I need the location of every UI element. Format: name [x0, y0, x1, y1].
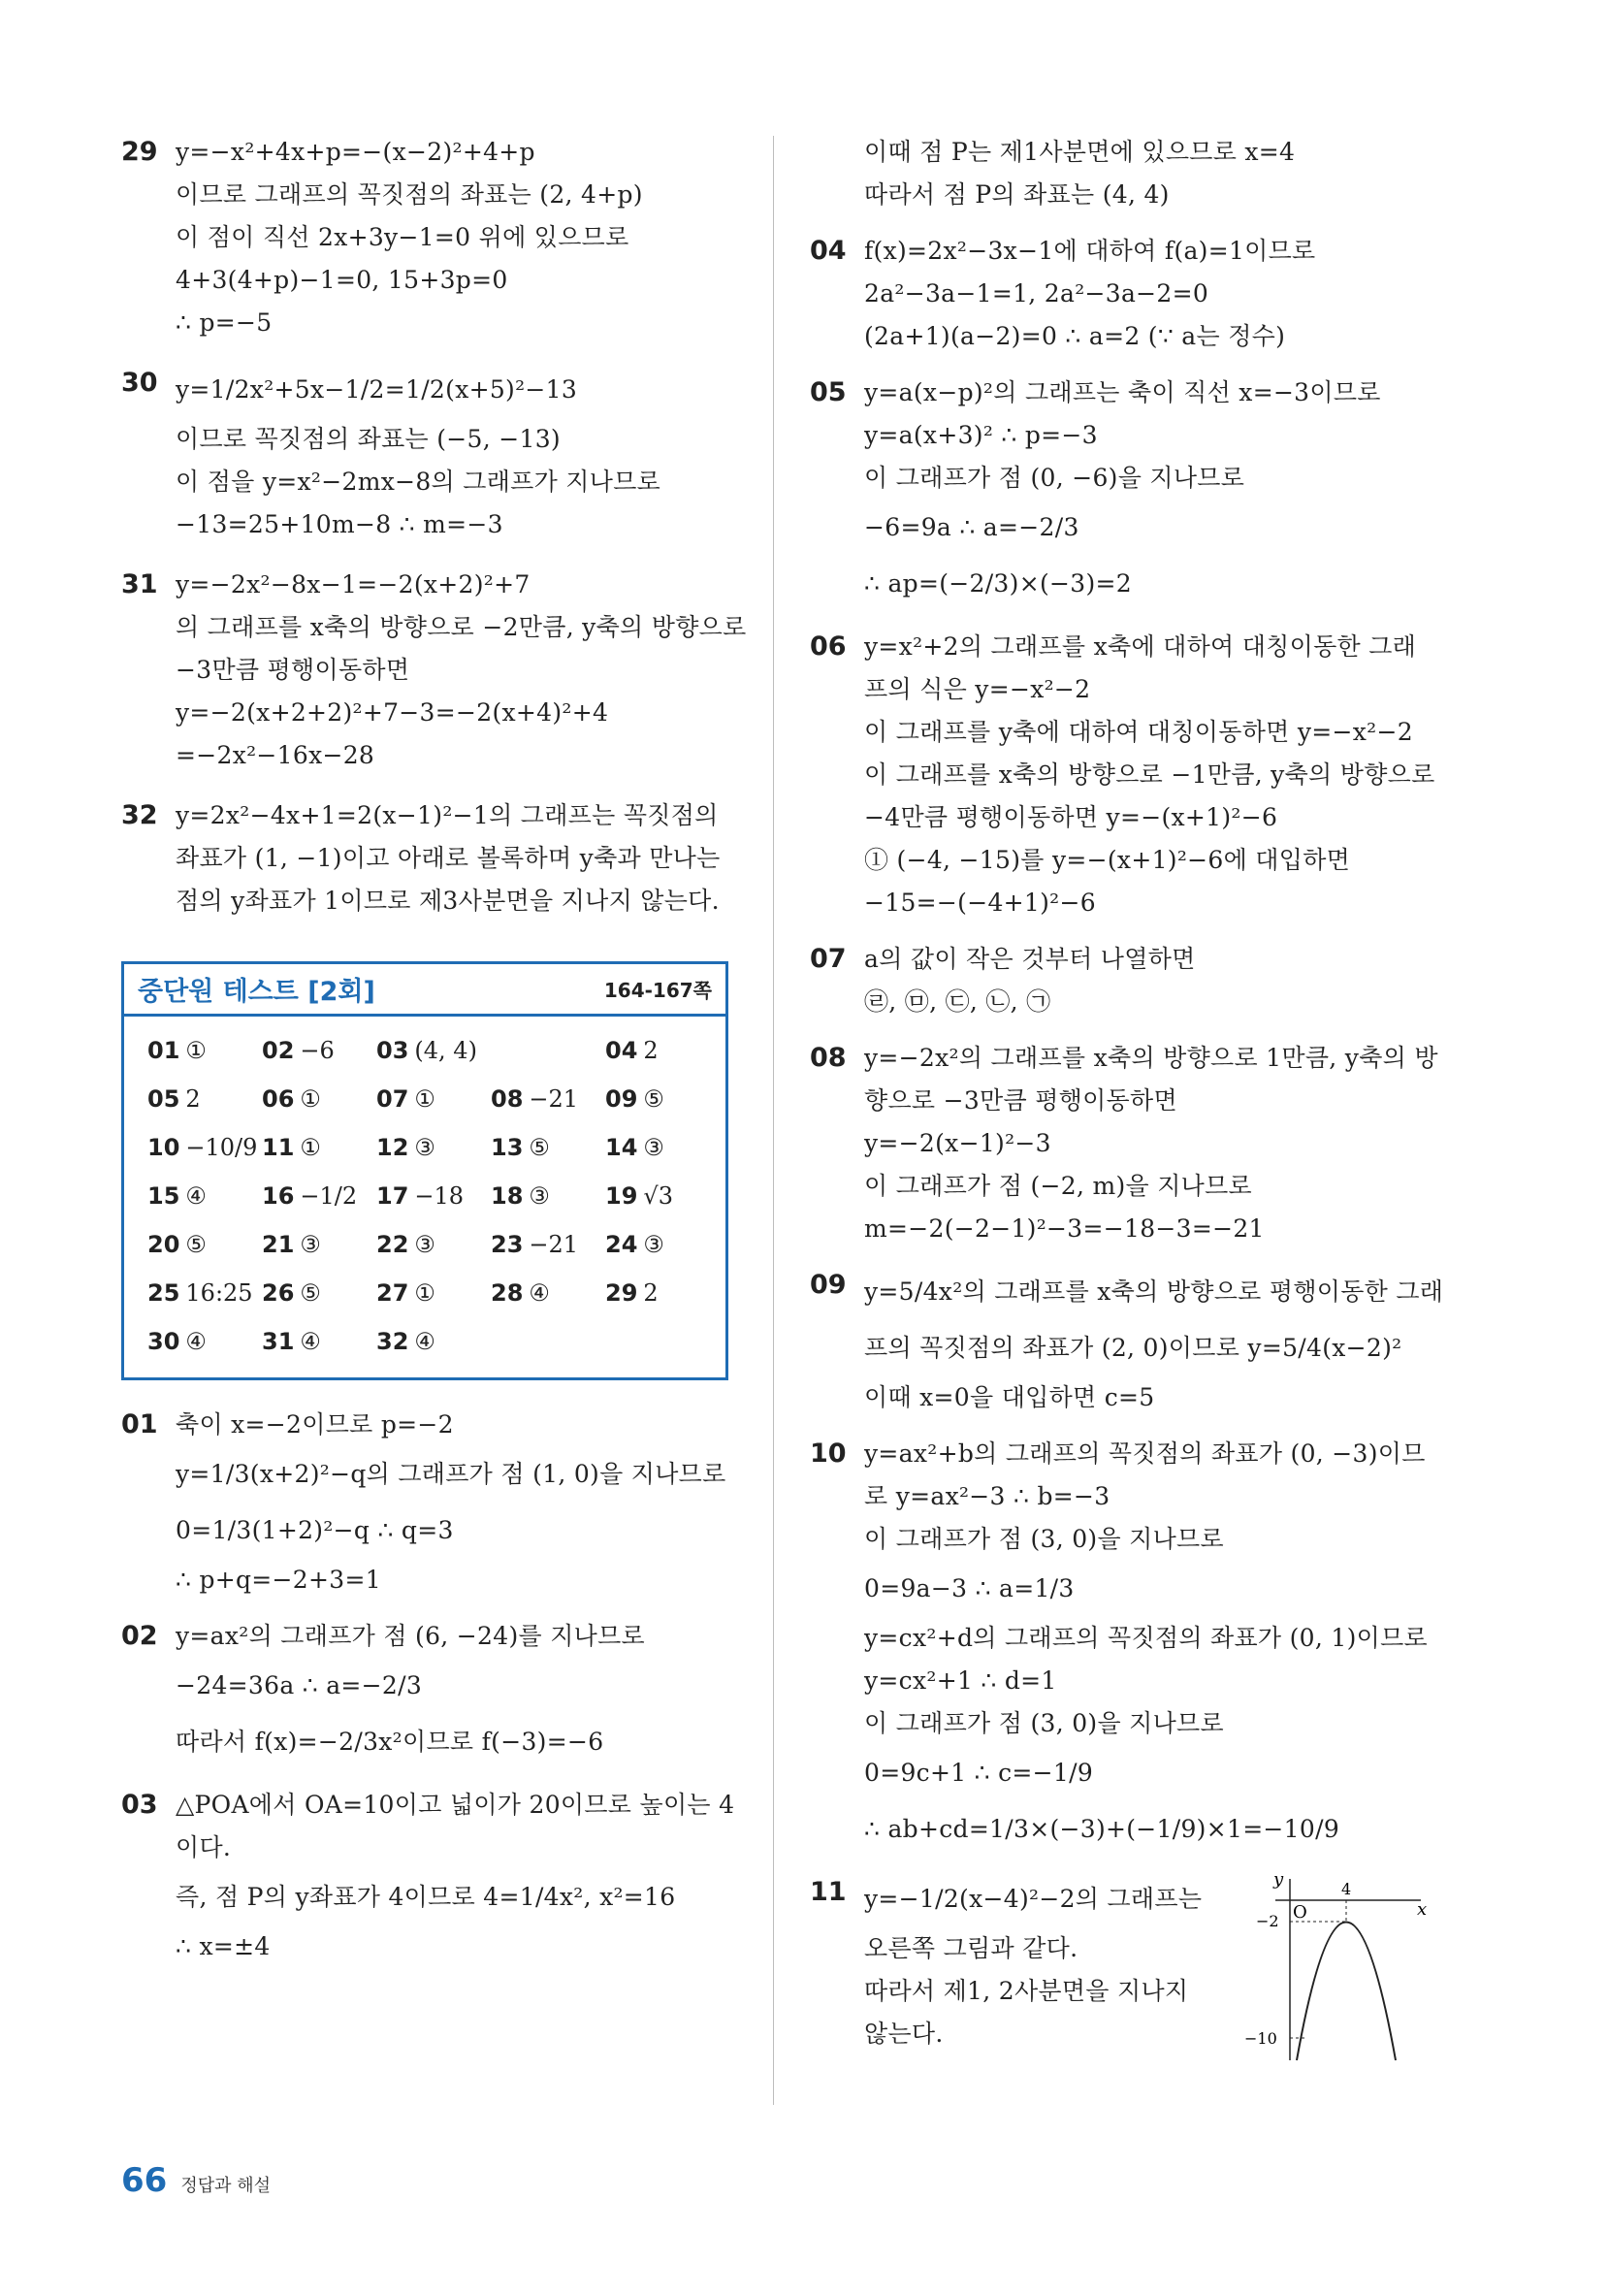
y-axis-label: y [1273, 1871, 1284, 1890]
solution-line: 0=9c+1 ∴ c=−1/9 [864, 1759, 1094, 1787]
answer-value: −21 [529, 1085, 579, 1113]
answer-cell [605, 1317, 720, 1366]
solution-line: 따라서 제1, 2사분면을 지나지 [864, 1977, 1189, 2005]
answer-number: 29 [605, 1279, 638, 1307]
answer-value: ③ [414, 1134, 435, 1161]
answer-value: −18 [414, 1182, 465, 1210]
right-column [810, 131, 1444, 2079]
problem-number: 31 [121, 569, 158, 599]
solutions-01-03 [121, 1404, 742, 1968]
solution-line: −24=36a ∴ a=−2/3 [176, 1671, 423, 1699]
answer-value: ① [414, 1279, 435, 1307]
answer-number: 02 [262, 1037, 295, 1064]
problem-number: 04 [810, 236, 847, 266]
answer-value: −6 [300, 1037, 335, 1064]
solution-line: 오른쪽 그림과 같다. [864, 1934, 1078, 1962]
page-label: 정답과 해설 [180, 2176, 271, 2196]
answer-value: ③ [300, 1231, 321, 1258]
answer-cell [376, 1317, 491, 1366]
answer-cell [491, 1123, 605, 1172]
problem-number: 11 [810, 1877, 847, 1907]
answer-value: ③ [529, 1182, 550, 1210]
problems-29-32 [121, 131, 747, 922]
solution-line: =−2x²−16x−28 [176, 741, 375, 769]
solution-line: y=2x²−4x+1=2(x−1)²−1의 그래프는 꼭짓점의 [176, 801, 719, 829]
y-tick-label-2: −10 [1244, 2029, 1277, 2048]
answer-value: ① [185, 1037, 207, 1064]
solution-line: y=1/3(x+2)²−q의 그래프가 점 (1, 0)을 지나므로 [176, 1460, 726, 1488]
solution-line: −13=25+10m−8 ∴ m=−3 [176, 510, 503, 538]
answer-value: ④ [300, 1328, 321, 1355]
answer-cell [605, 1172, 720, 1220]
answer-cell [491, 1317, 605, 1366]
solution-line: 프의 식은 y=−x²−2 [864, 675, 1091, 703]
answer-cell [605, 1075, 720, 1123]
answer-value: ① [300, 1134, 321, 1161]
answer-value: 2 [643, 1279, 659, 1307]
solution-line: 축이 x=−2이므로 p=−2 [176, 1410, 454, 1439]
problem-number: 07 [810, 944, 847, 974]
solution-line: y=ax²의 그래프가 점 (6, −24)를 지나므로 [176, 1622, 645, 1650]
answer-value: √3 [643, 1182, 673, 1210]
answer-value: 16:25 [185, 1279, 253, 1307]
answer-cell [376, 1026, 491, 1075]
problem-03 [121, 1784, 742, 1968]
answer-value: ⑤ [643, 1085, 664, 1113]
answer-number: 25 [147, 1279, 180, 1307]
answer-number: 18 [491, 1182, 524, 1210]
solution-line: y=−2(x−1)²−3 [864, 1129, 1051, 1157]
solution-line: ∴ ap=(−2/3)×(−3)=2 [864, 569, 1132, 598]
answer-number: 16 [262, 1182, 295, 1210]
unit-test-header [124, 964, 725, 1017]
answer-number: 13 [491, 1134, 524, 1161]
solution-line: y=−1/2(x−4)²−2의 그래프는 [864, 1885, 1203, 1913]
solution-line: 않는다. [864, 2020, 944, 2048]
page-footer [121, 2161, 271, 2200]
answer-cell [491, 1026, 605, 1075]
solution-line: ∴ x=±4 [176, 1932, 271, 1960]
problem-number: 06 [810, 631, 847, 662]
solution-line: 4+3(4+p)−1=0, 15+3p=0 [176, 266, 508, 294]
unit-test-title: 중단원 테스트 [2회] [138, 977, 375, 1007]
answer-value: ① [300, 1085, 321, 1113]
answer-value: −1/2 [300, 1182, 358, 1210]
problem-number: 30 [121, 368, 158, 398]
solution-line: ∴ p=−5 [176, 308, 273, 337]
answer-cell [147, 1075, 262, 1123]
answer-value: ⑤ [185, 1231, 207, 1258]
problem-31 [121, 564, 747, 777]
answer-cell [376, 1075, 491, 1123]
solution-line: y=x²+2의 그래프를 x축에 대하여 대칭이동한 그래 [864, 632, 1417, 661]
solution-line: −15=−(−4+1)²−6 [864, 889, 1096, 917]
answer-cell [262, 1172, 376, 1220]
solution-line: f(x)=2x²−3x−1에 대하여 f(a)=1이므로 [864, 237, 1316, 265]
unit-test-pages: 164-167쪽 [603, 979, 712, 1002]
answer-value: ④ [529, 1279, 550, 1307]
problem-04 [810, 230, 1431, 358]
answer-value: ① [414, 1085, 435, 1113]
answer-number: 31 [262, 1328, 295, 1355]
solution-line: y=5/4x²의 그래프를 x축의 방향으로 평행이동한 그래 [864, 1277, 1444, 1306]
answer-number: 15 [147, 1182, 180, 1210]
solution-line: ① (−4, −15)를 y=−(x+1)²−6에 대입하면 [864, 846, 1351, 874]
problem-number: 03 [121, 1790, 158, 1820]
answer-number: 28 [491, 1279, 524, 1307]
problem-11 [810, 1871, 1431, 2065]
solution-line: ∴ p+q=−2+3=1 [176, 1566, 381, 1594]
answer-cell [376, 1172, 491, 1220]
problem-number: 29 [121, 137, 158, 167]
answer-value: 2 [643, 1037, 659, 1064]
solutions-04-11 [810, 131, 1444, 2065]
answer-number: 23 [491, 1231, 524, 1258]
solution-line: 점의 y좌표가 1이므로 제3사분면을 지나지 않는다. [176, 887, 720, 915]
answer-cell [262, 1075, 376, 1123]
solution-line: 이 그래프를 x축의 방향으로 −1만큼, y축의 방향으로 [864, 760, 1435, 789]
answer-value: ⑤ [529, 1134, 550, 1161]
solution-line: 이 그래프가 점 (3, 0)을 지나므로 [864, 1525, 1224, 1553]
answer-number: 17 [376, 1182, 409, 1210]
solution-line: y=ax²+b의 그래프의 꼭짓점의 좌표가 (0, −3)이므 [864, 1439, 1426, 1468]
solution-line: 이때 x=0을 대입하면 c=5 [864, 1383, 1155, 1411]
solution-line: y=−x²+4x+p=−(x−2)²+4+p [176, 138, 535, 166]
answer-number: 22 [376, 1231, 409, 1258]
page-number: 66 [121, 2161, 168, 2200]
problem-number: 09 [810, 1270, 847, 1300]
solution-line: 이 점이 직선 2x+3y−1=0 위에 있으므로 [176, 223, 629, 251]
answer-number: 03 [376, 1037, 409, 1064]
solution-line: −6=9a ∴ a=−2/3 [864, 513, 1079, 541]
column-divider [773, 136, 774, 2105]
solution-line: 이 그래프가 점 (0, −6)을 지나므로 [864, 464, 1245, 492]
answer-value: ④ [185, 1328, 207, 1355]
answer-cell [147, 1269, 262, 1317]
problem-06 [810, 626, 1435, 924]
answer-cell [262, 1026, 376, 1075]
solution-line: y=1/2x²+5x−1/2=1/2(x+5)²−13 [176, 375, 578, 404]
answer-number: 20 [147, 1231, 180, 1258]
problem-32 [121, 794, 742, 922]
problem-number: 05 [810, 377, 847, 407]
problem-number: 08 [810, 1043, 847, 1073]
answer-cell [491, 1075, 605, 1123]
solution-line: 향으로 −3만큼 평행이동하면 [864, 1086, 1177, 1115]
solution-line: 프의 꼭짓점의 좌표가 (2, 0)이므로 y=5/4(x−2)² [864, 1334, 1402, 1362]
answer-number: 26 [262, 1279, 295, 1307]
answer-number: 14 [605, 1134, 638, 1161]
problem-05 [810, 372, 1431, 612]
answer-cell [376, 1220, 491, 1269]
solution-line: y=−2x²의 그래프를 x축의 방향으로 1만큼, y축의 방 [864, 1044, 1438, 1072]
solution-line: 즉, 점 P의 y좌표가 4이므로 4=1/4x², x²=16 [176, 1883, 676, 1911]
solution-line: m=−2(−2−1)²−3=−18−3=−21 [864, 1214, 1265, 1243]
answer-number: 11 [262, 1134, 295, 1161]
answer-number: 08 [491, 1085, 524, 1113]
answer-cell [147, 1123, 262, 1172]
answer-cell [491, 1220, 605, 1269]
unit-test-answer-box [121, 961, 728, 1380]
left-column [121, 131, 747, 1982]
parabola-graph [1237, 1871, 1431, 2065]
solution-line: 이므로 꼭짓점의 좌표는 (−5, −13) [176, 425, 561, 453]
x-tick-label: 4 [1341, 1880, 1352, 1898]
answer-cell [147, 1172, 262, 1220]
answer-cell [262, 1317, 376, 1366]
answer-cell [147, 1220, 262, 1269]
solution-line: y=a(x+3)² ∴ p=−3 [864, 421, 1098, 449]
problem-number: 10 [810, 1439, 847, 1469]
answer-number: 24 [605, 1231, 638, 1258]
problem-09 [810, 1264, 1444, 1419]
answer-cell [605, 1026, 720, 1075]
y-tick-label-1: −2 [1256, 1912, 1279, 1930]
answer-cell [491, 1269, 605, 1317]
answer-number: 21 [262, 1231, 295, 1258]
answer-value: ③ [414, 1231, 435, 1258]
solution-line: 이다. [176, 1833, 232, 1861]
answer-value: ④ [414, 1328, 435, 1355]
problem-07 [810, 938, 1431, 1023]
x-axis-label: x [1417, 1899, 1428, 1920]
solution-line: 좌표가 (1, −1)이고 아래로 볼록하며 y축과 만나는 [176, 844, 721, 872]
solution-line: (2a+1)(a−2)=0 ∴ a=2 (∵ a는 정수) [864, 322, 1286, 350]
solution-line: −3만큼 평행이동하면 [176, 656, 410, 684]
answer-cell [605, 1220, 720, 1269]
origin-label: O [1293, 1902, 1307, 1923]
answer-value: (4, 4) [414, 1037, 477, 1064]
answer-number: 06 [262, 1085, 295, 1113]
solution-line: 따라서 점 P의 좌표는 (4, 4) [864, 180, 1170, 209]
answer-value: ③ [643, 1134, 664, 1161]
solution-line: 이 그래프가 점 (3, 0)을 지나므로 [864, 1709, 1224, 1737]
answer-number: 19 [605, 1182, 638, 1210]
solution-line: y=a(x−p)²의 그래프는 축이 직선 x=−3이므로 [864, 378, 1381, 406]
answer-cell [605, 1269, 720, 1317]
solution-line: 이므로 그래프의 꼭짓점의 좌표는 (2, 4+p) [176, 180, 643, 209]
problem-number: 32 [121, 800, 158, 830]
solution-line: y=cx²+d의 그래프의 꼭짓점의 좌표가 (0, 1)이므로 [864, 1624, 1428, 1652]
solution-line: 2a²−3a−1=1, 2a²−3a−2=0 [864, 279, 1209, 307]
problem-29 [121, 131, 742, 344]
answer-value: −10/9 [185, 1134, 258, 1161]
answer-number: 09 [605, 1085, 638, 1113]
problem-30 [121, 362, 742, 546]
answer-value: ⑤ [300, 1279, 321, 1307]
answer-number: 30 [147, 1328, 180, 1355]
solution-line: −4만큼 평행이동하면 y=−(x+1)²−6 [864, 803, 1278, 831]
answer-number: 04 [605, 1037, 638, 1064]
parabola-curve [1297, 1923, 1396, 2061]
answer-number: 05 [147, 1085, 180, 1113]
answer-number: 10 [147, 1134, 180, 1161]
solution-line: 0=9a−3 ∴ a=1/3 [864, 1574, 1075, 1602]
solution-line: 이 점을 y=x²−2mx−8의 그래프가 지나므로 [176, 468, 661, 496]
answer-cell [147, 1026, 262, 1075]
answer-number: 32 [376, 1328, 409, 1355]
problem-01 [121, 1404, 742, 1601]
answer-value: 2 [185, 1085, 201, 1113]
answer-cell [491, 1172, 605, 1220]
solution-line: 이 그래프가 점 (−2, m)을 지나므로 [864, 1172, 1252, 1200]
answer-cell [376, 1123, 491, 1172]
answer-value: ④ [185, 1182, 207, 1210]
solution-line: y=cx²+1 ∴ d=1 [864, 1666, 1057, 1695]
answer-number: 27 [376, 1279, 409, 1307]
solution-line: 로 y=ax²−3 ∴ b=−3 [864, 1482, 1110, 1510]
answer-cell [262, 1123, 376, 1172]
solution-line: a의 값이 작은 것부터 나열하면 [864, 945, 1196, 973]
problem-10 [810, 1433, 1431, 1858]
solution-line: ∴ ab+cd=1/3×(−3)+(−1/9)×1=−10/9 [864, 1815, 1340, 1843]
problem-02 [121, 1615, 742, 1770]
solution-line: 0=1/3(1+2)²−q ∴ q=3 [176, 1516, 454, 1544]
answer-cell [376, 1269, 491, 1317]
problem-08 [810, 1037, 1438, 1250]
answer-number: 07 [376, 1085, 409, 1113]
solution-line: 따라서 f(x)=−2/3x²이므로 f(−3)=−6 [176, 1728, 604, 1756]
solution-line: 이 그래프를 y축에 대하여 대칭이동하면 y=−x²−2 [864, 718, 1413, 746]
solution-line: 이때 점 P는 제1사분면에 있으므로 x=4 [864, 138, 1296, 166]
solution-line: △POA에서 OA=10이고 넓이가 20이므로 높이는 4 [176, 1791, 735, 1819]
solution-line: ㉣, ㉤, ㉢, ㉡, ㉠ [864, 987, 1051, 1016]
answer-cell [262, 1269, 376, 1317]
problem-cont [810, 131, 1431, 216]
problem-number: 01 [121, 1409, 158, 1439]
solution-line: 의 그래프를 x축의 방향으로 −2만큼, y축의 방향으로 [176, 613, 747, 641]
answer-cell [147, 1317, 262, 1366]
answer-value: ③ [643, 1231, 664, 1258]
answer-number: 01 [147, 1037, 180, 1064]
answer-value: −21 [529, 1231, 579, 1258]
answer-cell [262, 1220, 376, 1269]
solution-line: y=−2x²−8x−1=−2(x+2)²+7 [176, 570, 531, 598]
answer-grid [124, 1017, 725, 1377]
answer-cell [605, 1123, 720, 1172]
solution-line: y=−2(x+2+2)²+7−3=−2(x+4)²+4 [176, 698, 609, 727]
problem-number: 02 [121, 1621, 158, 1651]
answer-number: 12 [376, 1134, 409, 1161]
